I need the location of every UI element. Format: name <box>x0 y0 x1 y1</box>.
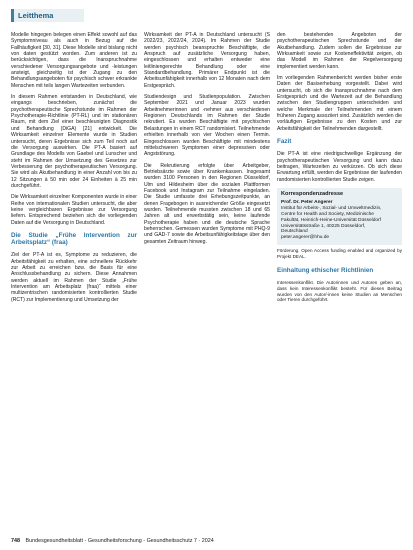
paragraph: Wirksamkeit der PT-A in Deutschland untersucht (S 2022/23, 2022/24, 2024). Im Rahmen der Studie werden psychisch beanspruchte Beschäftigte, die Anspruch auf zusätzliche Versorgung haben, eingeschlossen und erhalten entweder eine leitliniengerechte Behandlung oder eine Standardbehandlung. Primärer Endpunkt ist die Arbeitsunfähigkeit innerhalb von 12 Monaten nach dem Erstgespräch. <box>144 32 270 89</box>
paragraph: In diesem Rahmen entstanden in Deutschland, wie eingangs beschrieben, zunächst die psychotherapeutische Sprechstunde im Rahmen der Psychotherapie-Richtlinie (PT-RL) und im stationären Raum, mit dem Ziel einer beschleunigten Diagnostik und Behandlung (DiGA) [21] entwickelt. Die Wirksamkeit einzelner Elemente wurde in Studien untersucht, deren Ergebnisse sich zum Teil noch auf die Versorgung auswirken. Die PT-A basiert auf Grundlage des Modells von Gaebel und Lunscher und steht im Rahmen der Umsetzung des Gesetzes zur Verbesserung der psychotherapeutischen Versorgung. Sie wird als Akutbehandlung in einer Anzahl von bis zu 12 Sitzungen à 50 min oder 24 Einheiten à 25 min durchgeführt. <box>11 94 137 189</box>
column-1 <box>11 32 137 308</box>
paragraph: Die PT-A ist eine niedrigschwellige Ergänzung der psychotherapeutischen Versorgung und kann dazu beitragen, Wartezeiten zu verkürzen. Ob sich diese Erwartung erfüllt, werden die Ergebnisse der laufenden randomisierten kontrollierten Studie zeigen. <box>277 151 402 183</box>
address-line: Universitätsstraße 1, 40225 Düsseldorf, <box>281 223 366 229</box>
section-label <box>11 9 84 22</box>
correspondence-address <box>281 200 398 241</box>
address-line: Deutschland <box>281 229 308 235</box>
address-line: Centre for Health and Society, Medizinische <box>281 212 374 218</box>
page-number: 748 <box>11 538 20 544</box>
paragraph: Ziel der PT-A ist es, Symptome zu reduzieren, die Arbeitsfähigkeit zu erhalten, eine schnellere Rückkehr zur Arbeit zu erreichen bzw. die Basis für eine Anschlussbehandlung zu sichern. Diese Annahmen werden aktuell im Rahmen der Studie „Frühe Intervention am Arbeitsplatz (fraa)“ mittels einer multizentrischen randomisierten kontrollierten Studie (RCT) zur Implementierung und Umsetzung der <box>11 252 137 303</box>
section-label-text: Leitthema <box>18 11 54 20</box>
section-heading: Die Studie „Frühe Intervention zur Arbeitsplatz“ (fraa) <box>11 231 137 247</box>
ethics-text: Interessenkonflikt. Die Autorinnen und Autoren geben an, dass kein Interessenkonflikt besteht. Für diesen Beitrag wurden von den Autor/-innen keine Studien an Menschen oder Tieren durchgeführt. <box>277 280 402 303</box>
funding-note: Förderung. Open Access funding enabled and organized by Projekt DEAL. <box>277 248 402 259</box>
paragraph: Modelle hingegen belegen einen Effekt sowohl auf das Symptomniveau als auch in Bezug auf die Fallhäufigkeit [30, 31]. Diese Modelle sind bislang nicht von daten gestützt worden. Zum anderen ist zu berücksichtigen, dass die Inanspruchnahme verschiedener Versorgungsangebote und -leistungen ansteigt, gleichzeitig ist der Zugang zu den Behandlungsangeboten für psychisch schwer erkrankte Menschen mit teils langen Wartezeiten verbunden. <box>11 32 137 89</box>
address-line: Fakultät, Heinrich-Heine-Universität Düsseldorf <box>281 217 381 223</box>
address-line: Prof. Dr. Peter Angerer <box>281 200 333 206</box>
correspondence-box <box>277 188 402 245</box>
address-line: Institut für Arbeits-, Sozial- und Umweltmedizin, <box>281 206 382 212</box>
footer-bar <box>11 538 214 544</box>
column-3 <box>277 32 402 303</box>
ethics-heading: Einhaltung ethischer Richtlinien <box>277 267 374 275</box>
paragraph: den bestehenden Angeboten der psychotherapeutischen Sprechstunde und der Akutbehandlung. Zudem sollen die Ergebnisse zur Wirksamkeit sowie zur Kosteneffektivität zeigen, ob das Modell im Rahmen der Regelversorgung implementiert werden kann. <box>277 32 402 70</box>
column-2 <box>144 32 270 250</box>
correspondence-title: Korrespondenzadresse <box>281 191 344 198</box>
email-link[interactable]: peter.angerer@hhu.de <box>281 235 330 241</box>
paragraph: Die Wirksamkeit einzelner Komponenten wurde in einer Reihe von internationalen Studien untersucht, die aber keine vergleichbaren Ergebnisse zur Versorgung liefern. Entsprechend beziehen sich die vorliegenden Daten auf die Versorgung in Deutschland. <box>11 194 137 226</box>
paragraph: Die Rekrutierung erfolgte über Arbeitgeber, Betriebsärzte sowie über Krankenkassen. Insgesamt wurden 3100 Personen in den Regionen Düsseldorf, Ulm und Hildesheim über die sozialen Plattformen Facebook und Instagram zur Teilnahme eingeladen. Die Studie umfasste drei Erhebungszeitpunkte, an denen Fragebogen in ausreichender Größe eingesetzt wurden. Teilnehmende mussten zwischen 18 und 65 Jahren alt und erwerbstätig sein, keine laufende Psychotherapie haben und die deutsche Sprache beherrschen. Gemessen wurden Symptome mit PHQ-9 und GAD-7 sowie die Arbeitsunfähigkeitstage über den gesamten Zeitraum hinweg. <box>144 162 270 245</box>
paragraph: Studiendesign und Studienpopulation. Zwischen September 2021 und Januar 2023 wurden Arbeitnehmerinnen und -nehmer aus verschiedenen Regionen Deutschlands im Rahmen der Studie rekrutiert. Es wurden Beschäftigte mit psychischen Belastungen in einem RCT randomisiert. Teilnehmende erhielten innerhalb von vier Wochen einen Termin. Eingeschlossen wurden Beschäftigte mit mindestens mittelschweren Symptomen einer depressiven oder Angststörung. <box>144 94 270 158</box>
fazit-heading: Fazit <box>277 138 292 146</box>
journal-name: Bundesgesundheitsblatt - Gesundheitsforschung - Gesundheitsschutz 7 · 2024 <box>25 538 214 544</box>
paragraph: Im vorliegenden Rahmenbericht werden bisher erste Daten der Basiserhebung vorgestellt. Dabei wird untersucht, ob sich die Inanspruchnahme nach dem Erstgespräch und die Wartezeit auf die Behandlung zwischen den Studiengruppen unterscheiden und welche Merkmale der Teilnehmenden mit einem früheren Zugang assoziiert sind. Zusätzlich werden die vorläufigen Ergebnisse zu den Kosten und zur Arbeitsfähigkeit der Teilnehmenden dargestellt. <box>277 75 402 132</box>
